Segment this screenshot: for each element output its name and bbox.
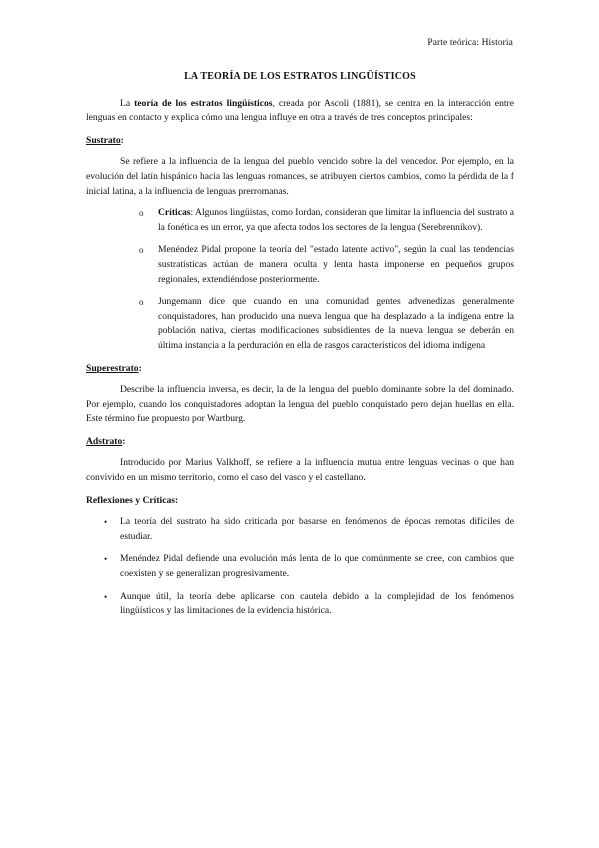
list-item <box>104 515 514 544</box>
intro-post: , creada por Ascoli (1881), se centra en la interacción entre lenguas en contacto y explica cómo una lengua influye en otra a través de tres conceptos principales: <box>86 97 514 124</box>
list-item <box>139 295 514 353</box>
bullet-marker: • <box>104 517 108 528</box>
section-heading-superestrato: Superestrato: <box>86 362 142 374</box>
list-marker: o <box>139 245 144 256</box>
section-heading-sustrato: Sustrato: <box>86 134 124 146</box>
bullet-marker: • <box>104 591 108 602</box>
list-item <box>104 590 514 619</box>
superestrato-paragraph: Describe la influencia inversa, es decir, la de la lengua del pueblo dominante sobre la del dominado. Por ejemplo, cuando los conquistadores adoptan la lengua del pueblo conquistado pero dejan huellas en ella. Este término fue propuesto por Wartburg. <box>86 384 514 425</box>
list-item <box>139 206 514 235</box>
list-item-text: Menéndez Pidal propone la teoría del "estado latente activo", según la cual las tendencias sustratísticas actúan de manera oculta y lenta hasta imponerse en pequeños grupos regionales, extendiéndose posteriormente. <box>158 244 514 285</box>
reflexiones-list <box>86 515 514 619</box>
list-item-bold: Críticas <box>158 207 191 219</box>
list-item <box>139 243 514 287</box>
document-title: LA TEORÍA DE LOS ESTRATOS LINGÜÍSTICOS <box>184 71 416 82</box>
list-item-text: Menéndez Pidal defiende una evolución más lenta de lo que comúnmente se cree, con cambios que coexisten y se generalizan progresivamente. <box>120 553 514 580</box>
sustrato-paragraph: Se refiere a la influencia de la lengua del pueblo vencido sobre la del vencedor. Por ejemplo, en la evolución del latín hispánico hacia las lenguas romances, se atribuyen ciertos cambios, como la pérdida de la f inicial latina, a la influencia de lenguas prerromanas. <box>86 156 514 197</box>
section-heading-reflexiones: Reflexiones y Críticas: <box>86 494 179 506</box>
adstrato-paragraph: Introducido por Marius Valkhoff, se refiere a la influencia mutua entre lenguas vecinas o que han convivido en un mismo territorio, como el caso del vasco y el castellano. <box>86 457 514 484</box>
list-item-text: Jungemann dice que cuando en una comunidad gentes advenedizas generalmente conquistadores, han producido una nueva lengua que ha desplazado a la indígena entre la población nativa, ciertas modificaciones subsidientes de la nueva lengua se deberán en última instancia a la perduración en ella de rasgos característicos del idioma indígena <box>158 296 514 351</box>
sustrato-heading-text: Sustrato <box>86 134 121 146</box>
running-header: Parte teórica: Historia <box>427 38 513 48</box>
list-marker: o <box>139 208 144 219</box>
bullet-marker: • <box>104 554 108 565</box>
list-item-text: : Algunos lingüistas, como Iordan, consideran que limitar la influencia del sustrato a la fonética es un error, ya que afecta todos los sectores de la lengua (Serebrennikov). <box>158 207 514 233</box>
intro-bold-term: teoría de los estratos lingüísticos <box>134 97 273 109</box>
list-marker: o <box>139 297 144 308</box>
intro-pre: La <box>120 97 135 109</box>
list-item-text: Aunque útil, la teoría debe aplicarse con cautela debido a la complejidad de los fenómenos lingüísticos y las limitaciones de la evidencia histórica. <box>120 590 514 617</box>
adstrato-heading-text: Adstrato <box>86 435 123 447</box>
document-body <box>86 70 514 627</box>
list-item-text: La teoría del sustrato ha sido criticada por basarse en fenómenos de épocas remotas difíciles de estudiar. <box>120 516 514 542</box>
intro-paragraph <box>86 97 514 126</box>
section-heading-adstrato: Adstrato: <box>86 435 126 447</box>
sustrato-list <box>86 206 514 353</box>
superestrato-heading-text: Superestrato <box>86 362 139 374</box>
list-item <box>104 552 514 581</box>
